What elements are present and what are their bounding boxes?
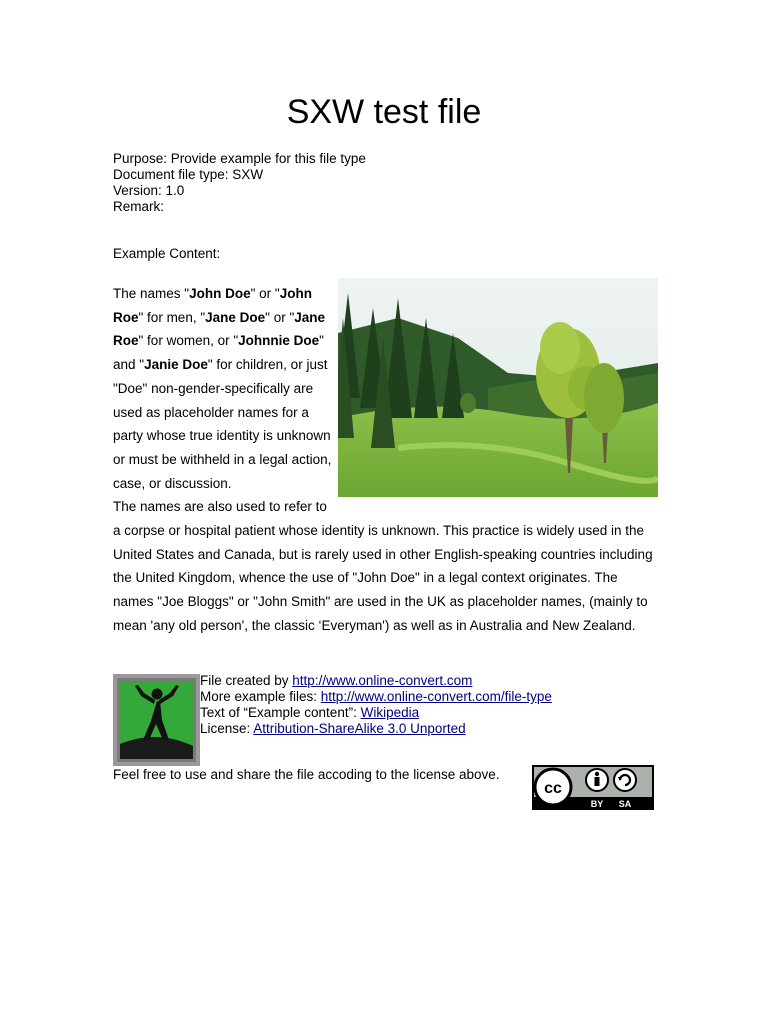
sa-label: SA xyxy=(618,799,632,809)
example-content-heading: Example Content: xyxy=(113,246,221,261)
credit-text-source: Text of “Example content”: Wikipedia xyxy=(200,705,420,720)
cc-by-sa-badge[interactable] xyxy=(532,765,654,810)
wikipedia-link[interactable]: Wikipedia xyxy=(360,705,420,720)
credit-license: License: Attribution-ShareAlike 3.0 Unported xyxy=(200,721,466,736)
document-meta xyxy=(113,151,366,215)
paragraph-usage: The names are also used to refer to a corpse or hospital patient whose identity is unknown. This practice is widely used in the United States and Canada, but is rarely used in other English-speaking countries including the United Kingdom, whence the use of "John Doe" in a legal context originates. The names "Joe Bloggs" or "John Smith" are used in the UK as placeholder names, (mainly to mean 'any old person', the classic ‘Everyman') as well as in Australia and New Zealand. xyxy=(113,499,653,633)
by-label: BY xyxy=(590,799,604,809)
cc-label: cc xyxy=(544,780,562,797)
meta-version: Version: 1.0 xyxy=(113,183,185,198)
example-content xyxy=(113,282,658,638)
paragraph-doe-names: The names "John Doe" or "John Roe" for men, "Jane Doe" or "Jane Roe" for women, or "Johnnie Doe" and "Janie Doe" for children, or just "Doe" non-gender-specifically are used as placeholder names for a party whose true identity is unknown or must be withheld in a legal action, case, or discussion. xyxy=(113,286,332,491)
landscape-photo xyxy=(338,278,658,497)
file-credits xyxy=(200,673,552,737)
credit-more-files: More example files: http://www.online-convert.com/file-type xyxy=(200,689,552,704)
meta-remark: Remark: xyxy=(113,199,165,214)
meta-purpose: Purpose: Provide example for this file type xyxy=(113,151,366,166)
credit-created: File created by http://www.online-convert.com xyxy=(200,673,473,688)
online-convert-link[interactable]: http://www.online-convert.com xyxy=(292,673,473,688)
license-link[interactable]: Attribution-ShareAlike 3.0 Unported xyxy=(253,721,466,736)
meta-file-type: Document file type: SXW xyxy=(113,167,264,182)
person-logo-icon xyxy=(113,674,200,766)
license-note: Feel free to use and share the file accoding to the license above. xyxy=(113,767,500,782)
page-title: SXW test file xyxy=(286,93,482,131)
file-type-link[interactable]: http://www.online-convert.com/file-type xyxy=(320,689,552,704)
